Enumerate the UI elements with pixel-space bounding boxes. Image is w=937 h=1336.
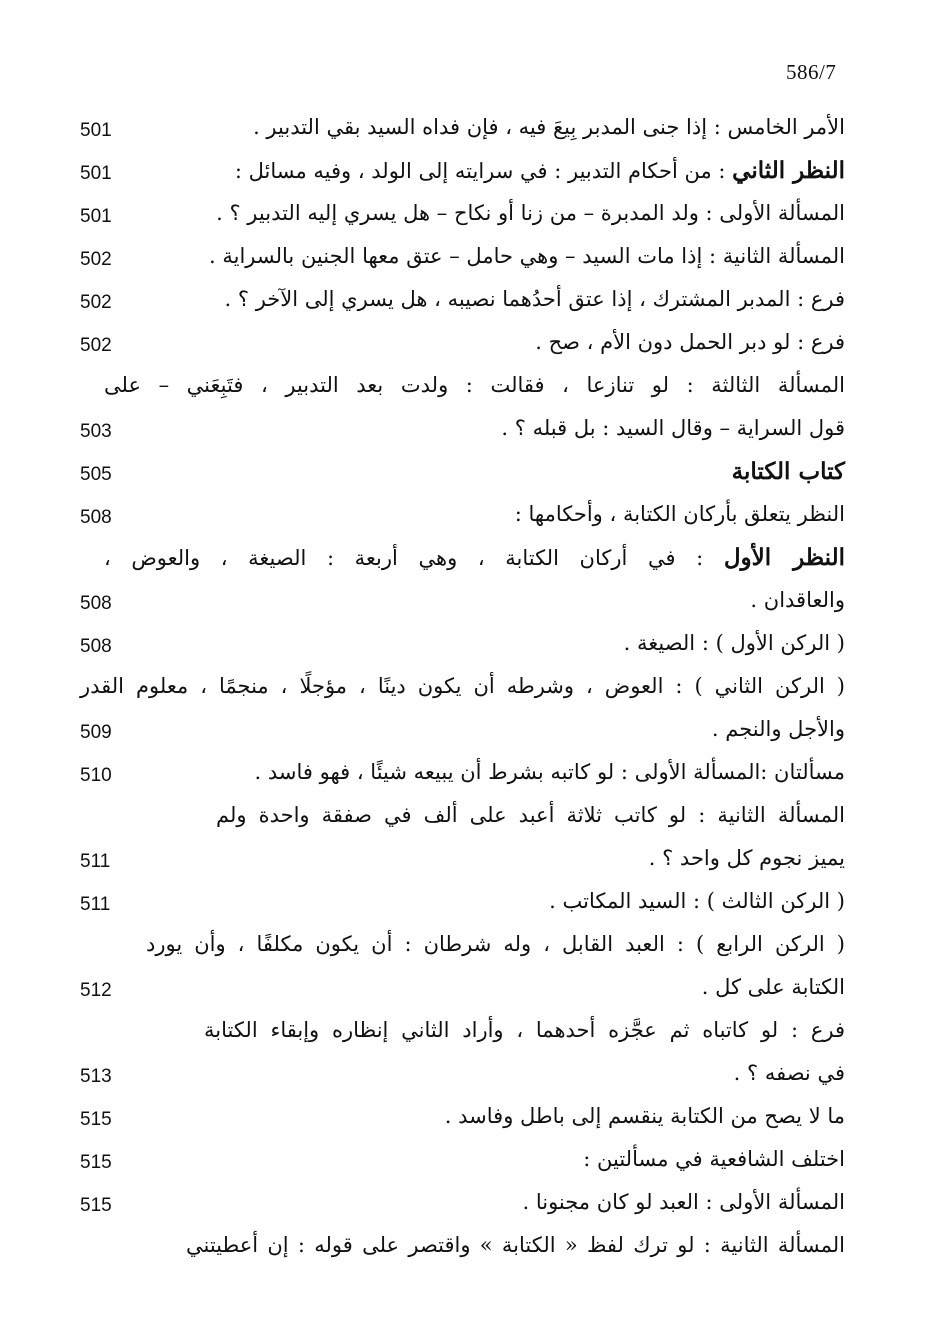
toc-entry-text: فرع : المدبر المشترك ، إذا عتق أحدُهما نصيبه ، هل يسري إلى الآخر ؟ .: [224, 287, 845, 311]
toc-page-number: 512: [80, 980, 112, 1001]
toc-entry-text: ( الركن الثالث ) : السيد المكاتب .: [549, 889, 845, 913]
toc-entry-text: ما لا يصح من الكتابة ينقسم إلى باطل وفاسد .: [444, 1104, 845, 1128]
toc-entry-text: الأمر الخامس : إذا جنى المدبر بِيعَ فيه ، فإن فداه السيد بقي التدبير .: [253, 115, 845, 139]
toc-entry-text: الكتابة على كل .: [701, 975, 845, 999]
toc-entry-text: في نصفه ؟ .: [733, 1061, 845, 1085]
toc-row: [0, 837, 937, 880]
toc-row: [0, 1052, 937, 1095]
toc-entry-rest: : من أحكام التدبير : في سرايته إلى الولد ، وفيه مسائل :: [234, 159, 733, 183]
toc-row: [0, 1095, 937, 1138]
toc-page-number: 511: [80, 851, 111, 872]
toc-entry-rest: : في أركان الكتابة ، وهي أربعة : الصيغة ، والعوض ،: [104, 546, 724, 570]
toc-row: [0, 708, 937, 751]
toc-page-number: 508: [80, 507, 112, 528]
toc-row: [0, 1138, 937, 1181]
toc-entry-text: ( الركن الثاني ) : العوض ، وشرطه أن يكون دينًا ، مؤجلًا ، منجمًا ، معلوم القدر: [80, 674, 845, 698]
toc-page-number: 503: [80, 421, 112, 442]
toc-row: [0, 106, 937, 149]
toc-row: [0, 321, 937, 364]
toc-entry-text: فرع : لو كاتباه ثم عجَّزه أحدهما ، وأراد الثاني إنظاره وإبقاء الكتابة: [204, 1018, 845, 1042]
toc-page-number: 515: [80, 1152, 112, 1173]
toc-row: [0, 235, 937, 278]
toc-row: [0, 278, 937, 321]
toc-entry-text: النظر يتعلق بأركان الكتابة ، وأحكامها :: [514, 502, 845, 526]
toc-page-number: 502: [80, 249, 112, 270]
toc-row: [0, 966, 937, 1009]
toc-page-number: 501: [80, 163, 112, 184]
toc-row: [0, 751, 937, 794]
toc-page-number: 515: [80, 1195, 112, 1216]
toc-entry-text: يميز نجوم كل واحد ؟ .: [648, 846, 845, 870]
toc-page-number: 508: [80, 636, 112, 657]
toc-row: [0, 665, 937, 708]
toc-entry-text: [235, 149, 845, 192]
toc-entry-text: المسألة الثالثة : لو تنازعا ، فقالت : ولدت بعد التدبير ، فتَبِعَني – على: [104, 373, 845, 397]
toc-row: [0, 493, 937, 536]
toc-page-number: 502: [80, 292, 112, 313]
toc-row: [0, 622, 937, 665]
toc-entry-text: ( الركن الرابع ) : العبد القابل ، وله شرطان : أن يكون مكلفًا ، وأن يورد: [146, 932, 845, 956]
toc-page-number: 511: [80, 894, 111, 915]
toc-entry-text: قول السراية – وقال السيد : بل قبله ؟ .: [501, 416, 845, 440]
toc-row: [0, 579, 937, 622]
toc-page-number: 509: [80, 722, 112, 743]
toc-row: [0, 192, 937, 235]
toc-entry-text: المسألة الثانية : إذا مات السيد – وهي حامل – عتق معها الجنين بالسراية .: [209, 244, 845, 268]
toc-row: [0, 364, 937, 407]
toc-entry-text: [104, 536, 845, 579]
toc-entry-text: المسألة الأولى : ولد المدبرة – من زنا أو نكاح – هل يسري إليه التدبير ؟ .: [216, 201, 845, 225]
toc-entry-text: مسألتان :المسألة الأولى : لو كاتبه بشرط أن يبيعه شيئًا ، فهو فاسد .: [254, 760, 845, 784]
toc-page-number: 501: [80, 206, 112, 227]
toc-page-number: 508: [80, 593, 112, 614]
section-heading: النظر الثاني: [732, 157, 845, 184]
toc-entry-text: المسألة الأولى : العبد لو كان مجنونا .: [522, 1190, 845, 1214]
toc-page-number: 505: [80, 464, 112, 485]
toc-page-number: 501: [80, 120, 112, 141]
toc-row: [0, 450, 937, 493]
toc-entry-text: اختلف الشافعية في مسألتين :: [583, 1147, 845, 1171]
toc-page-number: 510: [80, 765, 112, 786]
toc-entry-text: والعاقدان .: [750, 588, 845, 612]
toc-row: [0, 923, 937, 966]
toc-row: [0, 794, 937, 837]
toc-entry-text: المسألة الثانية : لو كاتب ثلاثة أعبد على ألف في صفقة واحدة ولم: [216, 803, 845, 827]
page-number: 586/7: [786, 60, 837, 84]
book-heading: كتاب الكتابة: [731, 458, 845, 485]
toc-entry-text: والأجل والنجم .: [711, 717, 845, 741]
table-of-contents: [0, 106, 937, 1267]
toc-row: [0, 149, 937, 192]
toc-entry-text: المسألة الثانية : لو ترك لفظ « الكتابة » واقتصر على قوله : إن أعطيتني: [186, 1233, 845, 1257]
toc-row: [0, 1224, 937, 1267]
toc-row: [0, 1181, 937, 1224]
toc-page-number: 515: [80, 1109, 112, 1130]
toc-row: [0, 407, 937, 450]
section-heading: النظر الأول: [723, 544, 846, 571]
toc-page-number: 502: [80, 335, 112, 356]
toc-row: [0, 880, 937, 923]
toc-row: [0, 536, 937, 579]
toc-page-number: 513: [80, 1066, 112, 1087]
toc-entry-text: فرع : لو دبر الحمل دون الأم ، صح .: [535, 330, 845, 354]
toc-entry-text: ( الركن الأول ) : الصيغة .: [623, 631, 845, 655]
toc-row: [0, 1009, 937, 1052]
